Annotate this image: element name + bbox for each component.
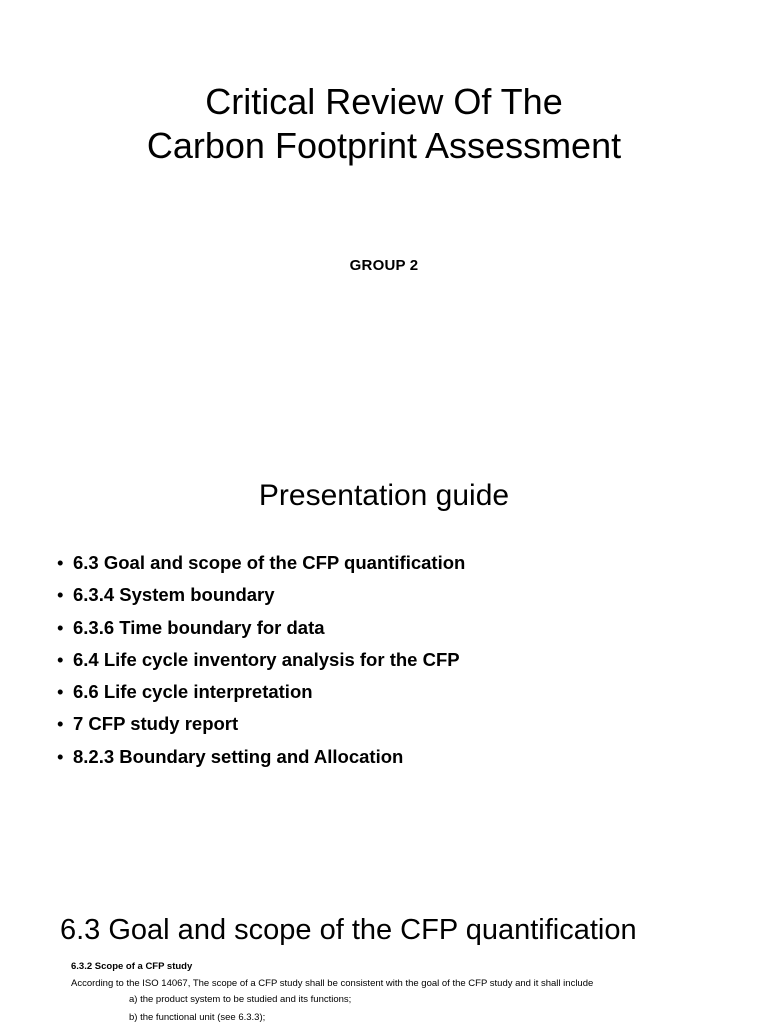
guide-item-text: 6.3.4 System boundary [73, 584, 275, 606]
group-subtitle: GROUP 2 [349, 257, 419, 274]
guide-list [57, 547, 465, 773]
bullet-icon: • [57, 681, 64, 703]
guide-title: Presentation guide [258, 479, 510, 512]
guide-list-item [57, 612, 465, 644]
guide-list-item [57, 676, 465, 708]
presentation-title-line-2: Carbon Footprint Assessment [146, 125, 622, 166]
bullet-icon: • [57, 584, 64, 606]
title-slide [0, 0, 768, 432]
presentation-guide-slide [0, 432, 768, 864]
guide-list-item [57, 741, 465, 773]
presentation-title-line-1: Critical Review Of The [205, 81, 563, 122]
guide-list-item [57, 644, 465, 676]
scope-subheading: 6.3.2 Scope of a CFP study [71, 961, 193, 972]
guide-item-text: 8.2.3 Boundary setting and Allocation [73, 745, 404, 767]
guide-item-text: 6.4 Life cycle inventory analysis for the CFP [73, 648, 460, 670]
guide-item-text: 6.3 Goal and scope of the CFP quantification [73, 552, 466, 573]
scope-item-b: b) the functional unit (see 6.3.3); [129, 1012, 266, 1023]
guide-list-item [57, 579, 465, 611]
guide-list-item [57, 547, 465, 579]
bullet-icon: • [57, 616, 64, 638]
guide-item-text: 6.6 Life cycle interpretation [73, 681, 313, 703]
goal-and-scope-slide [0, 864, 768, 1024]
scope-item-a: a) the product system to be studied and its functions; [129, 994, 352, 1005]
bullet-icon: • [57, 745, 64, 767]
guide-list-item [57, 708, 465, 740]
guide-item-text: 7 CFP study report [73, 713, 239, 735]
bullet-icon: • [57, 648, 64, 670]
section-title: 6.3 Goal and scope of the CFP quantification [60, 914, 637, 946]
bullet-icon: • [57, 552, 64, 573]
bullet-icon: • [57, 713, 64, 735]
scope-intro-text: According to the ISO 14067, The scope of a CFP study shall be consistent with the goal of the CFP study and it shall include [71, 978, 594, 989]
guide-item-text: 6.3.6 Time boundary for data [73, 616, 325, 638]
